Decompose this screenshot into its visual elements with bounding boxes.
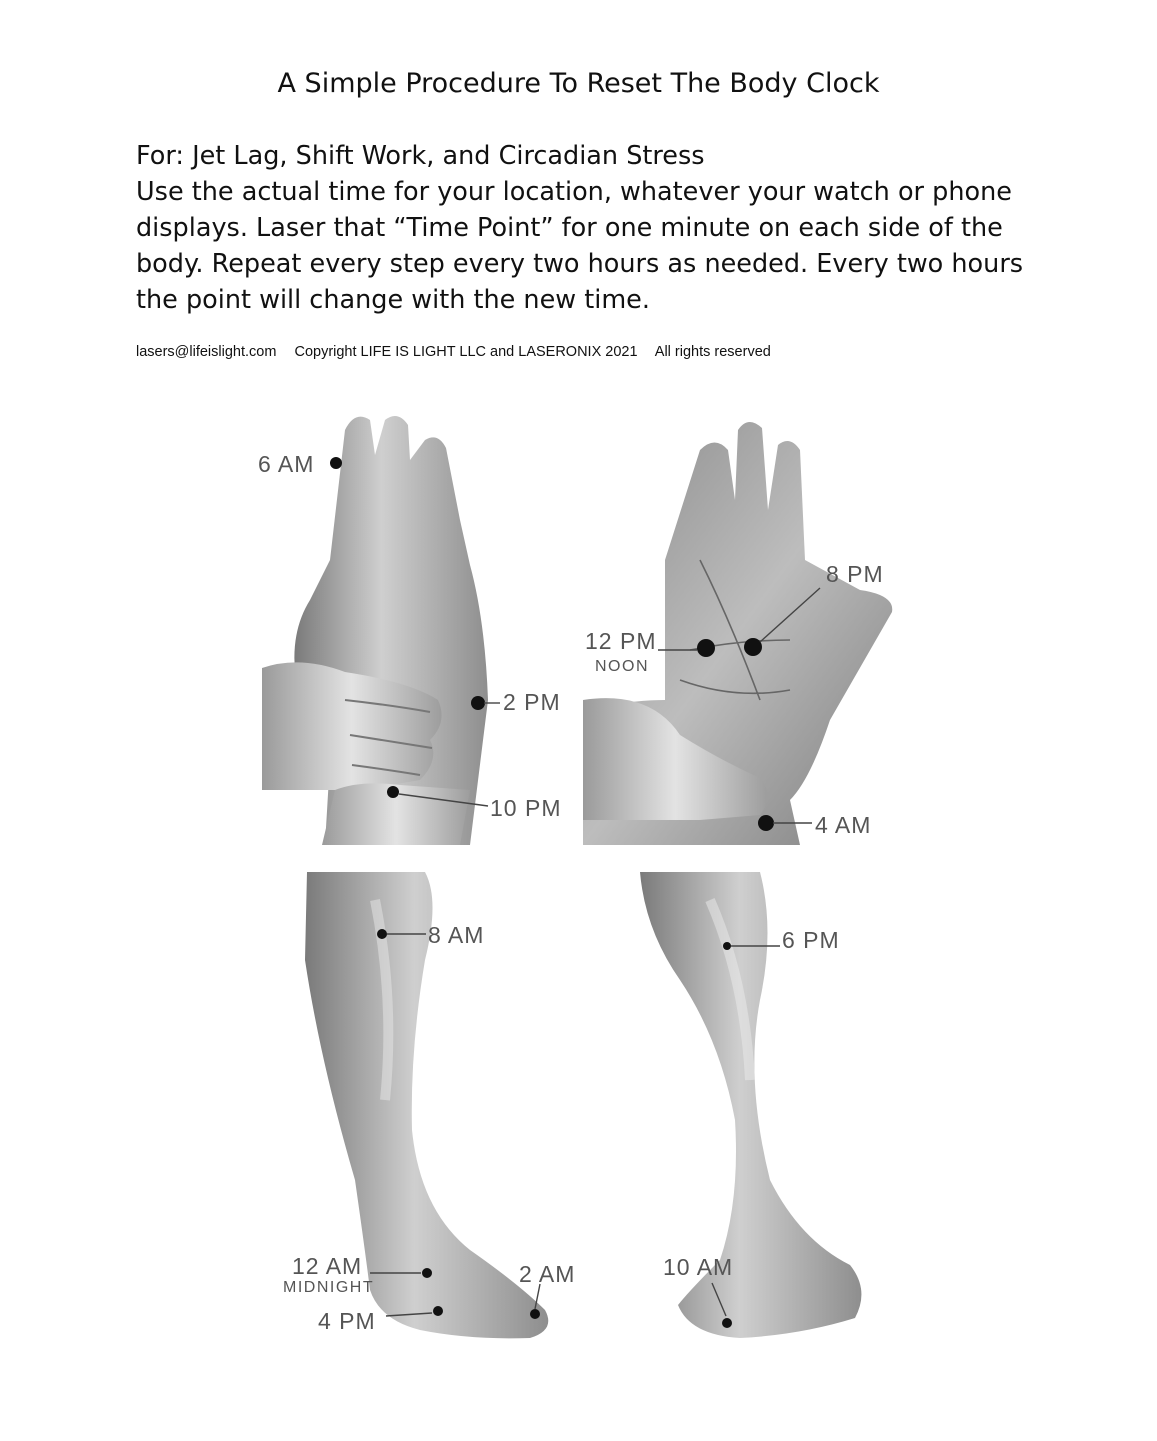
svg-text:8 PM: 8 PM	[826, 561, 884, 587]
page-title: A Simple Procedure To Reset The Body Clock	[277, 68, 880, 99]
instructions: Use the actual time for your location, whatever your watch or phone displays. Laser that “Time Point” for one minute on each side of the body. Repeat every step every two hours as needed. Every two hours the point will change with the new time.	[136, 177, 1024, 315]
for-line: For: Jet Lag, Shift Work, and Circadian Stress	[136, 141, 705, 171]
svg-text:MIDNIGHT: MIDNIGHT	[283, 1279, 375, 1296]
svg-text:4 AM: 4 AM	[815, 812, 872, 838]
contact-email[interactable]: lasers@lifeislight.com	[136, 344, 277, 360]
point-6am	[258, 451, 342, 477]
svg-text:6 AM: 6 AM	[258, 451, 315, 477]
rights-text: All rights reserved	[654, 344, 771, 360]
svg-text:8 AM: 8 AM	[428, 922, 485, 948]
svg-text:2 AM: 2 AM	[519, 1261, 576, 1287]
copyright-text: Copyright LIFE IS LIGHT LLC and LASERONIX 2021	[294, 344, 638, 360]
hand-back-panel	[262, 416, 488, 845]
svg-text:6 PM: 6 PM	[782, 927, 840, 953]
svg-text:4 PM: 4 PM	[318, 1308, 376, 1334]
svg-text:12 PM: 12 PM	[585, 628, 657, 654]
svg-text:10 PM: 10 PM	[490, 795, 562, 821]
svg-text:12 AM: 12 AM	[292, 1253, 363, 1279]
svg-text:NOON: NOON	[595, 658, 649, 675]
svg-text:2 PM: 2 PM	[503, 689, 561, 715]
svg-text:10 AM: 10 AM	[663, 1254, 734, 1280]
